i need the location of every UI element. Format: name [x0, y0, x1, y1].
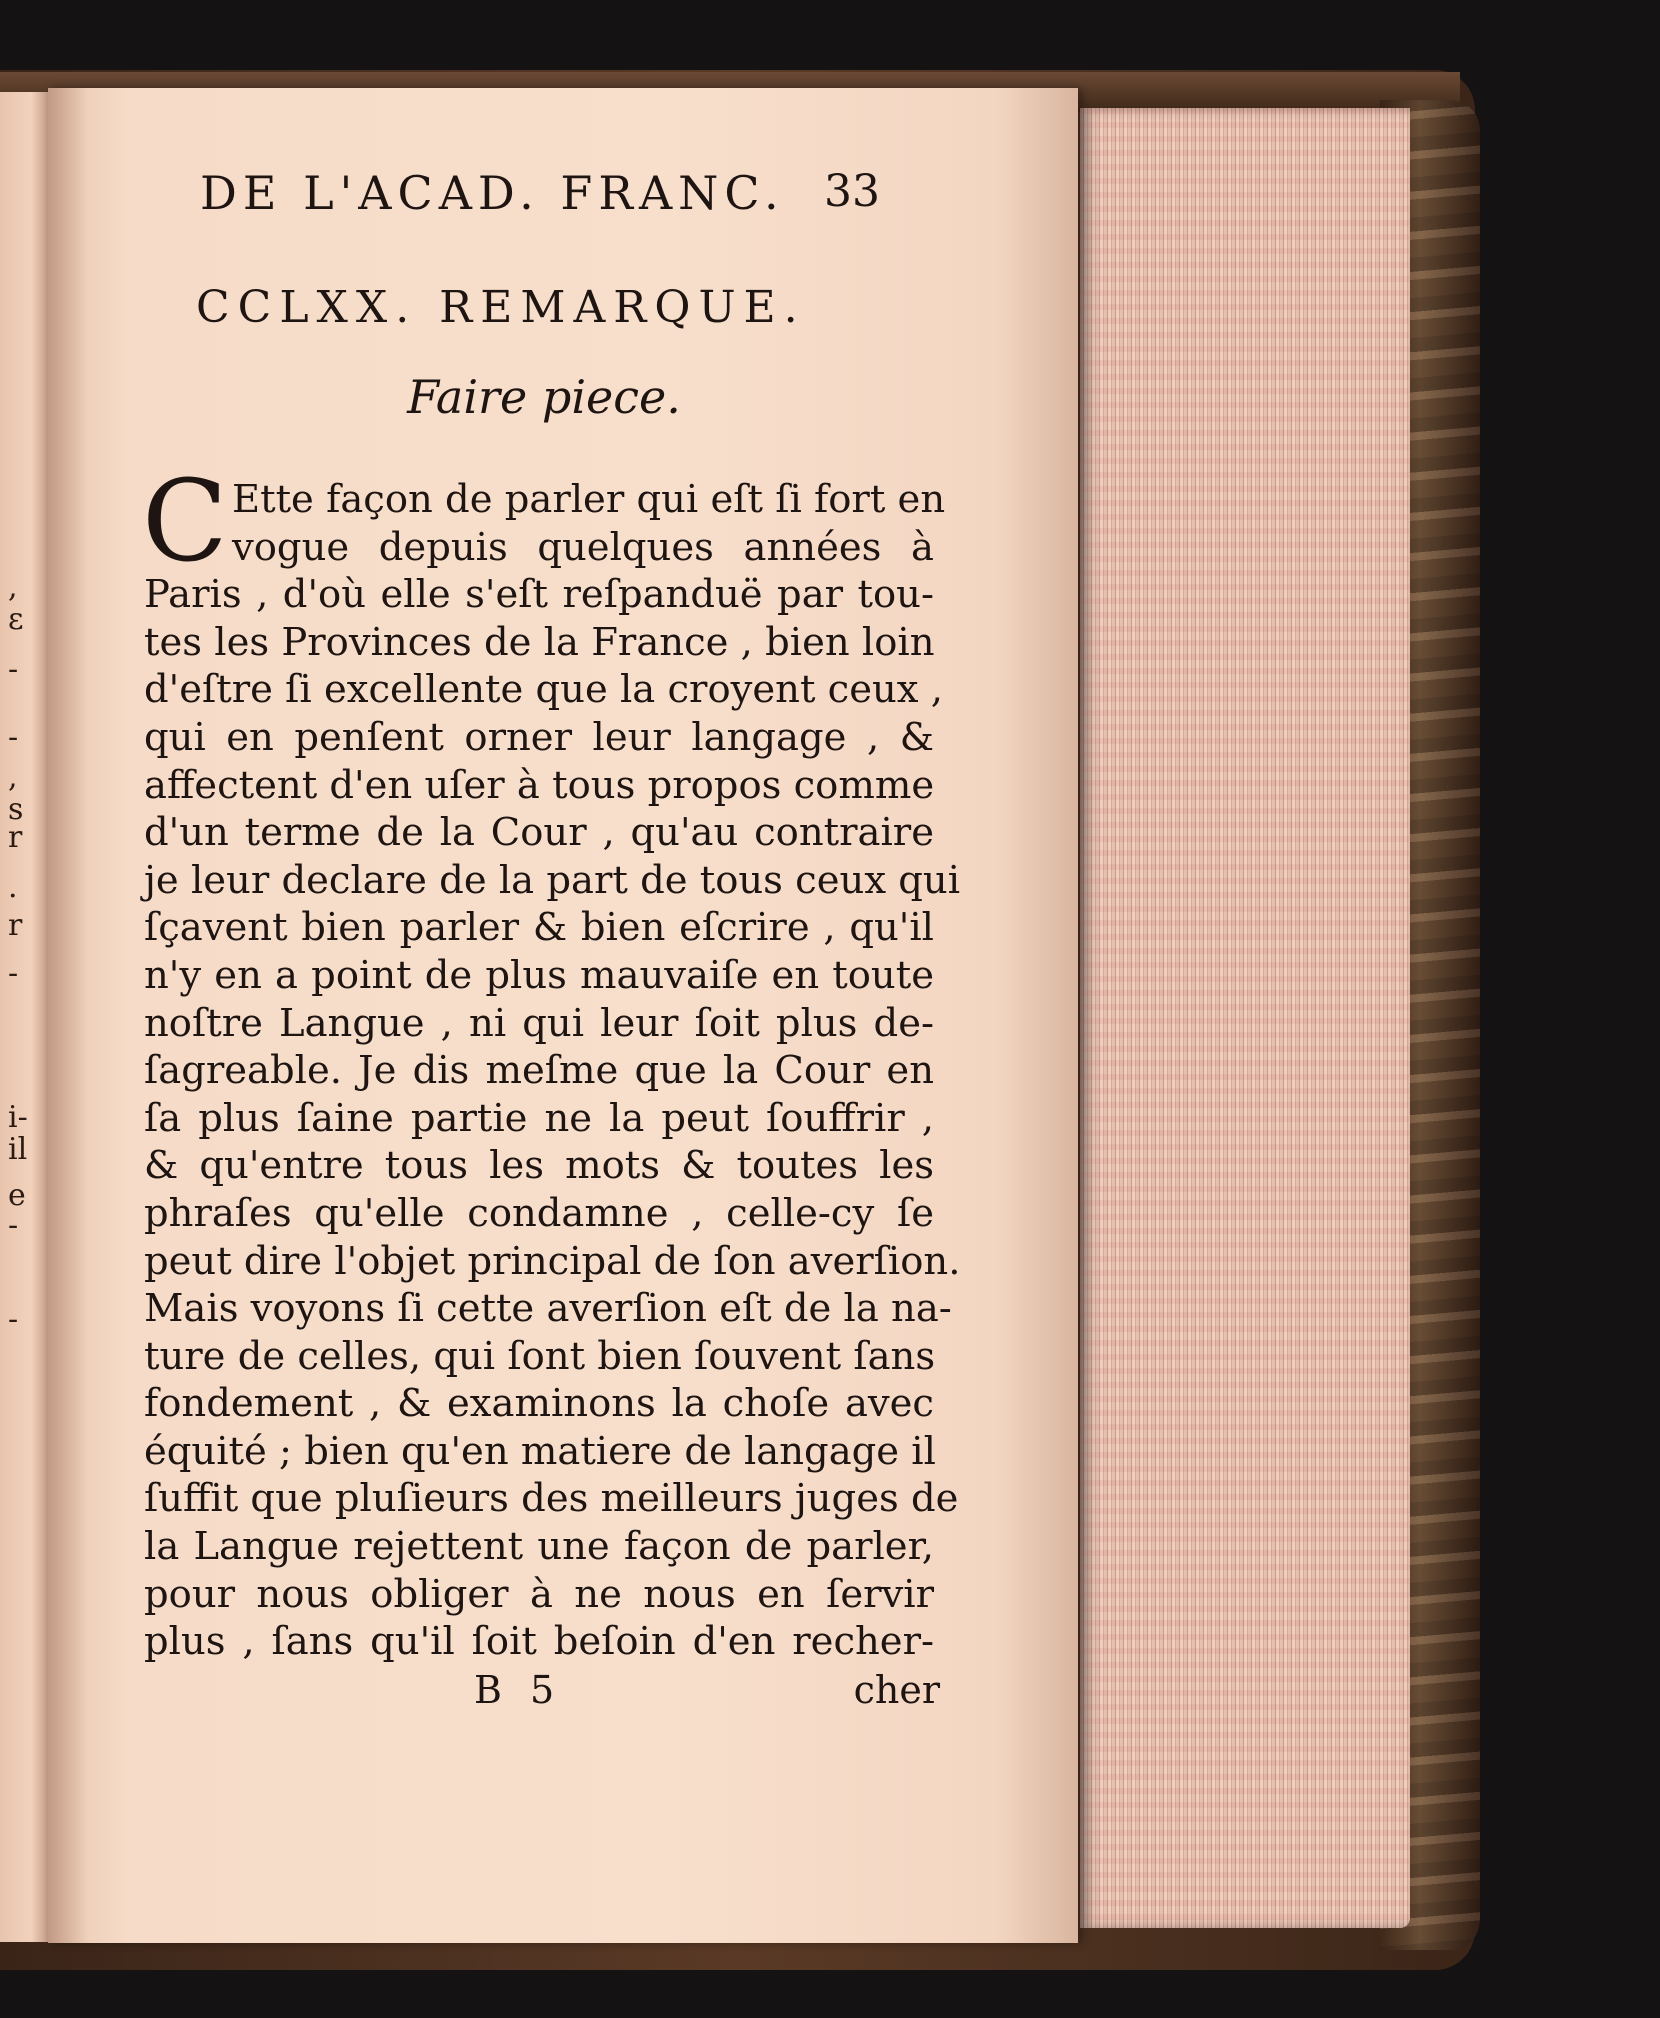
previous-page-sliver: [0, 92, 52, 1942]
previous-page-mark: il: [8, 1132, 28, 1167]
body-line: pour nous obliger à ne nous en ſervir: [144, 1571, 934, 1617]
body-line: Paris , d'où elle s'eſt reſpanduë par tou-: [144, 572, 934, 618]
body-line: la Langue rejettent une façon de parler,: [144, 1524, 934, 1570]
drop-cap: C: [142, 457, 228, 587]
body-line: phraſes qu'elle condamne , celle-cy ſe: [144, 1190, 934, 1236]
subheading: [144, 370, 934, 434]
body-line: peut dire l'objet principal de ſon averſion.: [144, 1238, 961, 1284]
body-line: d'eſtre ſi excellente que la croyent ceux ,: [144, 667, 943, 713]
body-line: plus , ſans qu'il ſoit beſoin d'en recher-: [144, 1619, 934, 1665]
previous-page-mark: r: [8, 908, 23, 943]
body-line: & qu'entre tous les mots & toutes les: [144, 1143, 934, 1189]
previous-page-mark: ,: [8, 570, 18, 605]
body-line: ſuffit que pluſieurs des meilleurs juges de: [144, 1476, 959, 1522]
previous-page-mark: i-: [8, 1100, 28, 1135]
body-line: ture de celles, qui ſont bien ſouvent ſans: [144, 1333, 936, 1379]
page-edges-block: [1080, 108, 1410, 1928]
previous-page-mark: ɛ: [8, 602, 24, 637]
body-line: Ette façon de parler qui eſt ſi fort en: [232, 477, 946, 522]
body-line: n'y en a point de plus mauvaiſe en toute: [144, 952, 934, 998]
body-line: d'un terme de la Cour , qu'au contraire: [144, 810, 934, 856]
page-number: 33: [824, 166, 880, 217]
body-line: qui en penſent orner leur langage , &: [144, 714, 934, 760]
body-line: noſtre Langue , ni qui leur ſoit plus de-: [144, 1000, 934, 1046]
body-line: équité ; bien qu'en matiere de langage il: [144, 1428, 936, 1474]
previous-page-mark: -: [8, 1208, 19, 1243]
running-head: [144, 166, 934, 246]
previous-page-mark: -: [8, 956, 19, 991]
catchword: cher: [853, 1667, 940, 1712]
body-line: fondement , & examinons la choſe avec: [144, 1381, 934, 1427]
body-line: vogue depuis quelques années à: [232, 524, 934, 570]
previous-page-mark: ,: [8, 760, 18, 795]
signature-mark: B 5: [474, 1667, 563, 1712]
section-heading: CCLXX. REMARQUE.: [196, 282, 806, 333]
book-page: [48, 88, 1078, 1943]
previous-page-mark: -: [8, 652, 19, 687]
body-line: tes les Provinces de la France , bien loin: [144, 619, 935, 665]
body-line: ſçavent bien parler & bien eſcrire , qu'il: [144, 905, 934, 951]
body-line: affectent d'en uſer à tous propos comme: [144, 762, 935, 808]
body-line: Mais voyons ſi cette averſion eſt de la na-: [144, 1286, 952, 1332]
previous-page-mark: s: [8, 792, 24, 827]
previous-page-mark: r: [8, 820, 23, 855]
subheading-text: Faire piece.: [407, 370, 681, 424]
previous-page-marks: [0, 92, 52, 1942]
page-text-block: [142, 166, 961, 1728]
previous-page-mark: -: [8, 720, 19, 755]
body-text: [142, 457, 961, 1666]
previous-page-mark: e: [8, 1178, 26, 1213]
previous-page-mark: -: [8, 1302, 19, 1337]
body-line: je leur declare de la part de tous ceux qui: [144, 857, 961, 903]
running-head-title: DE L'ACAD. FRANC.: [200, 166, 785, 220]
body-line: ſagreable. Je dis meſme que la Cour en: [144, 1048, 934, 1094]
body-lines: [142, 457, 961, 1666]
page-footer: [144, 1667, 940, 1728]
body-line: ſa plus ſaine partie ne la peut ſouffrir ,: [144, 1095, 934, 1141]
previous-page-mark: .: [8, 870, 18, 905]
gutter-shadow: [48, 88, 88, 1943]
